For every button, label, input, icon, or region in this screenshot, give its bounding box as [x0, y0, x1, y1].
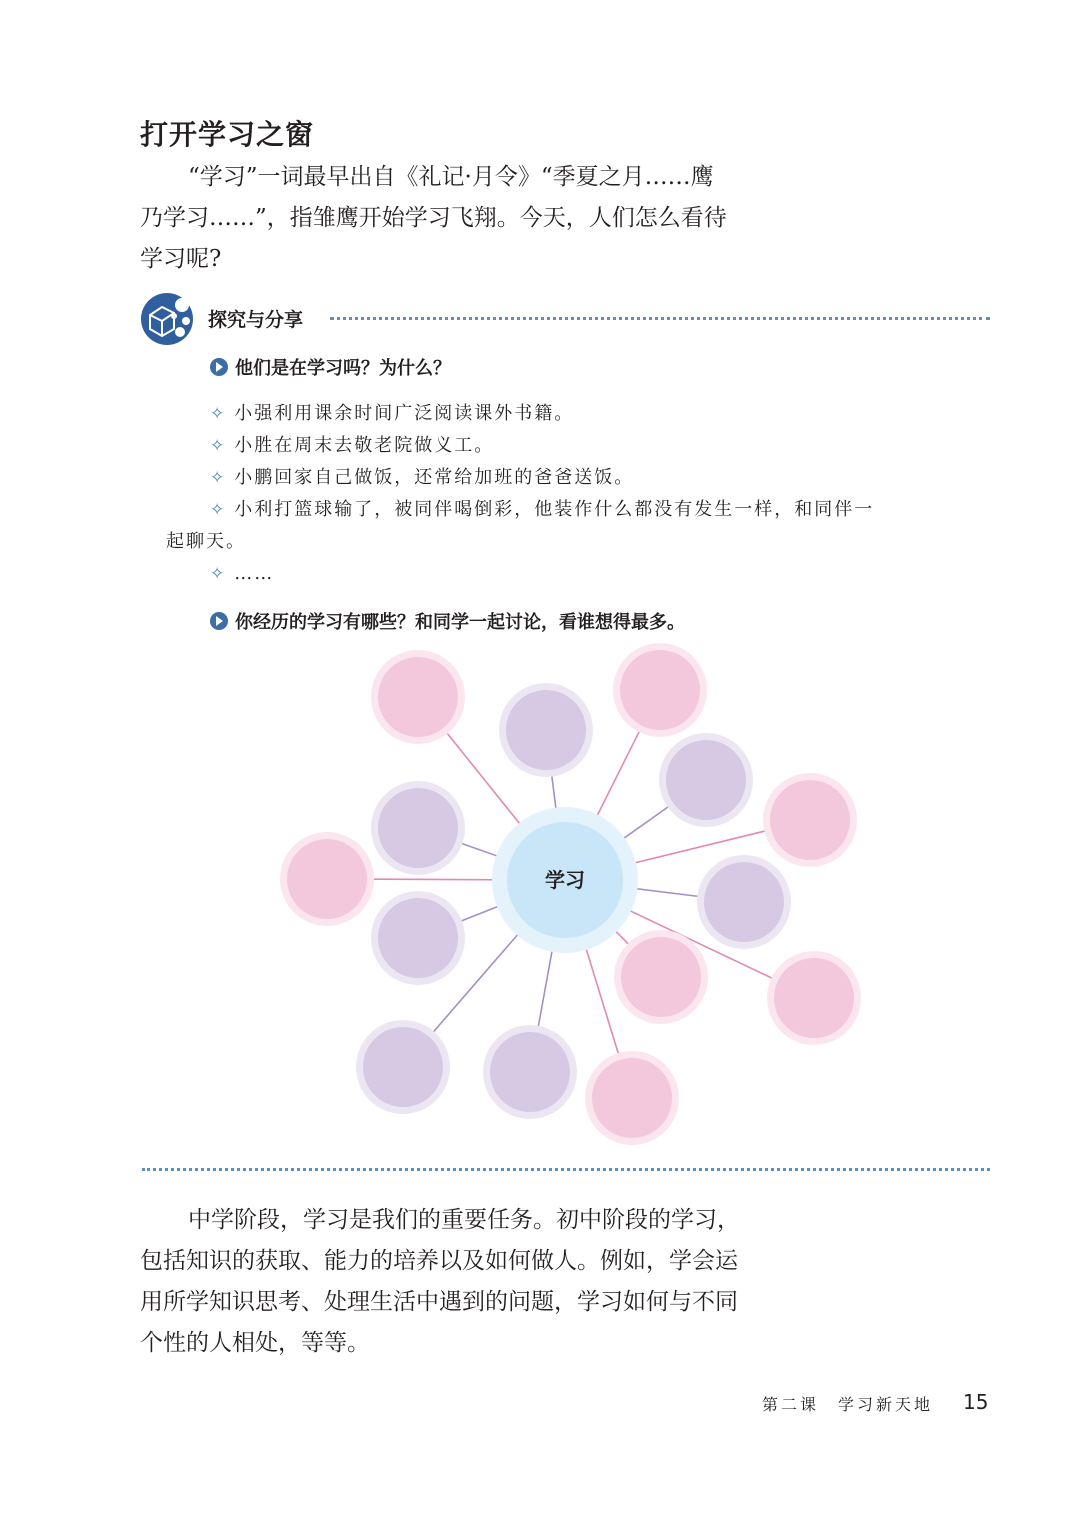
conclusion-line: 个性的人相处，等等。 [140, 1330, 370, 1356]
intro-line: “学习”一词最早出自《礼记·月令》“季夏之月……鹰 [188, 164, 714, 190]
purple-bubble [490, 1032, 570, 1112]
intro-paragraph [140, 157, 800, 280]
center-label: 学习 [545, 868, 585, 892]
purple-bubble [363, 1027, 443, 1107]
conclusion-line: 中学阶段，学习是我们的重要任务。初中阶段的学习， [188, 1207, 740, 1233]
example-text: 小强利用课余时间广泛阅读课外书籍。 [234, 403, 575, 424]
purple-bubble [666, 740, 746, 820]
example-continuation: 起聊天。 [166, 531, 246, 552]
discussion-question-1 [210, 354, 451, 380]
center-bubble [492, 807, 638, 953]
example-item [210, 430, 494, 462]
diamond-bullet-icon: ✧ [210, 564, 227, 584]
pink-bubble [770, 780, 850, 860]
pink-bubble [621, 937, 701, 1017]
pink-bubble [774, 958, 854, 1038]
question-text: 你经历的学习有哪些？和同学一起讨论，看谁想得最多。 [235, 612, 685, 633]
purple-bubble [506, 690, 586, 770]
purple-bubble [378, 898, 458, 978]
example-text: 小鹏回家自己做饭，还常给加班的爸爸送饭。 [234, 467, 635, 488]
diamond-bullet-icon: ✧ [210, 500, 227, 520]
page-number: 15 [963, 1390, 989, 1414]
pink-bubble [592, 1058, 672, 1138]
discussion-question-2 [210, 608, 685, 634]
diamond-bullet-icon: ✧ [210, 404, 227, 424]
example-item [210, 462, 634, 494]
example-item [210, 398, 574, 430]
question-bullet-icon [210, 612, 228, 630]
pink-bubble [378, 657, 458, 737]
diamond-bullet-icon: ✧ [210, 468, 227, 488]
conclusion-line: 用所学知识思考、处理生活中遇到的问题，学习如何与不同 [140, 1289, 738, 1315]
conclusion-line: 包括知识的获取、能力的培养以及如何做人。例如，学会运 [140, 1248, 738, 1274]
header-divider [330, 317, 990, 320]
pink-bubble [287, 839, 367, 919]
bottom-divider [142, 1168, 990, 1171]
explore-share-header [140, 291, 990, 347]
conclusion-paragraph [140, 1200, 800, 1364]
explore-share-icon [140, 291, 196, 347]
purple-bubble [704, 862, 784, 942]
purple-bubble [378, 788, 458, 868]
intro-line: 乃学习……”，指雏鹰开始学习飞翔。今天，人们怎么看待 [140, 205, 727, 231]
example-text: …… [234, 563, 275, 584]
example-text: 小利打篮球输了，被同伴喝倒彩，他装作什么都没有发生一样，和同伴一 [234, 499, 875, 520]
question-bullet-icon [210, 358, 228, 376]
diamond-bullet-icon: ✧ [210, 436, 227, 456]
example-item [210, 558, 274, 590]
example-item [210, 494, 874, 526]
section-title: 打开学习之窗 [140, 118, 315, 151]
explore-share-label: 探究与分享 [208, 309, 304, 331]
lesson-footer: 第二课 学习新天地 [762, 1395, 934, 1414]
example-text: 小胜在周末去敬老院做义工。 [234, 435, 495, 456]
learning-bubble-map [270, 640, 870, 1160]
pink-bubble [620, 650, 700, 730]
question-text: 他们是在学习吗？为什么？ [235, 358, 451, 379]
intro-line: 学习呢? [140, 246, 222, 272]
